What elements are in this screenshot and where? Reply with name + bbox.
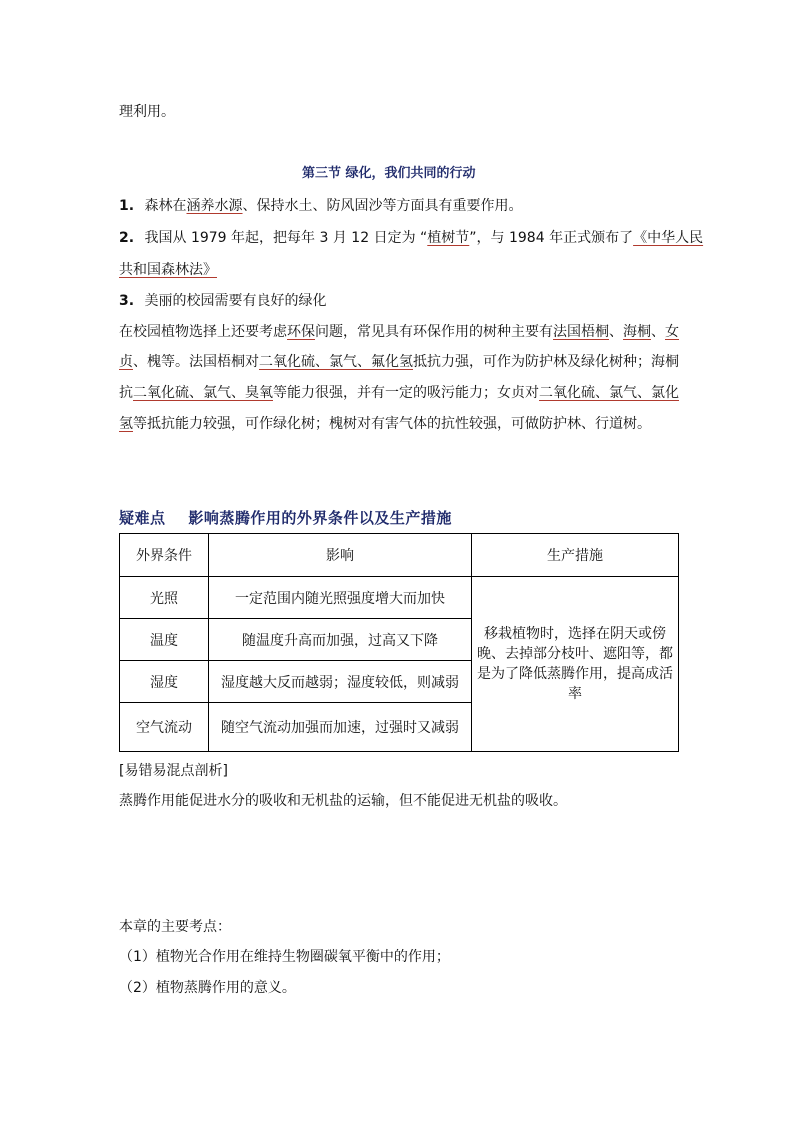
para-line-1 [119, 322, 679, 342]
keyword-water-conservation: 涵养水源 [186, 198, 243, 214]
para-text: 抵抗力强，可作为防护林及绿化树种；海桐 [413, 354, 679, 370]
table-row [120, 577, 679, 619]
para-text: 、槐等。法国梧桐对 [133, 354, 259, 370]
para-text: 等能力很强，并有一定的吸污能力；女贞对 [273, 385, 539, 401]
item-2-text-mid: ”，与 1984 年正式颁布了 [469, 230, 634, 246]
header-measure: 生产措施 [472, 534, 679, 577]
para-text: 、 [651, 324, 665, 340]
item-2-text: 我国从 1979 年起，把每年 3 月 12 日定为 “ [144, 230, 428, 246]
header-effect: 影响 [209, 534, 472, 577]
condition-cell: 湿度 [120, 661, 209, 703]
item-2-line-1 [119, 228, 703, 248]
keyword-arbor-day: 植树节 [427, 230, 470, 246]
keyword-environmental: 环保 [287, 324, 315, 340]
summary-point-2: （2）植物蒸腾作用的意义。 [119, 980, 296, 996]
continuation-text: 理利用。 [119, 104, 175, 120]
para-line-2 [119, 352, 679, 372]
keyword-privet-part2: 贞 [119, 354, 133, 370]
para-text: 抗 [119, 385, 133, 401]
para-text: 等抵抗能力较强，可作绿化树；槐树对有害气体的抗性较强，可做防护林、行道树。 [133, 416, 651, 432]
analysis-label: [易错易混点剖析] [119, 763, 228, 779]
transpiration-table [119, 533, 679, 752]
keyword-gases-3-part2: 氢 [119, 416, 133, 432]
table-header-row [120, 534, 679, 577]
keyword-privet-part1: 女 [665, 324, 679, 340]
item-3-number: 3. [119, 293, 135, 309]
effect-cell: 一定范围内随光照强度增大而加快 [209, 577, 472, 619]
item-1-number: 1. [119, 198, 135, 214]
keyword-pittosporum: 海桐 [623, 324, 651, 340]
item-1-text: 森林在 [144, 198, 187, 214]
keyword-forest-law-part2: 共和国森林法》 [119, 262, 217, 278]
effect-cell: 随温度升高而加强，过高又下降 [209, 619, 472, 661]
para-line-4 [119, 414, 651, 434]
header-condition: 外界条件 [120, 534, 209, 577]
para-text: 在校园植物选择上还要考虑 [119, 324, 287, 340]
keyword-gases-3-part1: 二氧化硫、氯气、氯化 [539, 385, 679, 401]
effect-cell: 随空气流动加强而加速，过强时又减弱 [209, 703, 472, 752]
keyword-plane-tree: 法国梧桐 [553, 324, 609, 340]
keyword-gases-1: 二氧化硫、氯气、氟化氢 [259, 354, 413, 370]
item-2-line-2 [119, 260, 217, 280]
item-3 [119, 291, 327, 311]
keyword-forest-law-part1: 《中华人民 [633, 230, 704, 246]
para-text: 问题，常见具有环保作用的树种主要有 [315, 324, 553, 340]
summary-point-1: （1）植物光合作用在维持生物圈碳氧平衡中的作用； [119, 949, 450, 965]
item-3-text: 美丽的校园需要有良好的绿化 [144, 293, 327, 309]
difficulty-heading: 疑难点 影响蒸腾作用的外界条件以及生产措施 [119, 509, 452, 527]
item-2-number: 2. [119, 230, 135, 246]
condition-cell: 空气流动 [120, 703, 209, 752]
item-1 [119, 196, 523, 216]
para-text: 、 [609, 324, 623, 340]
measure-cell: 移栽植物时，选择在阴天或傍晚、去掉部分枝叶、遮阳等，都是为了降低蒸腾作用，提高成活率 [472, 577, 679, 752]
para-line-3 [119, 383, 679, 403]
item-1-text-rest: 、保持水土、防风固沙等方面具有重要作用。 [242, 198, 523, 214]
summary-title: 本章的主要考点： [119, 919, 231, 935]
section-title: 第三节 绿化，我们共同的行动 [302, 166, 476, 181]
effect-cell: 湿度越大反而越弱；湿度较低，则减弱 [209, 661, 472, 703]
condition-cell: 光照 [120, 577, 209, 619]
condition-cell: 温度 [120, 619, 209, 661]
keyword-gases-2: 二氧化硫、氯气、臭氧 [133, 385, 273, 401]
analysis-text: 蒸腾作用能促进水分的吸收和无机盐的运输，但不能促进无机盐的吸收。 [119, 793, 567, 809]
